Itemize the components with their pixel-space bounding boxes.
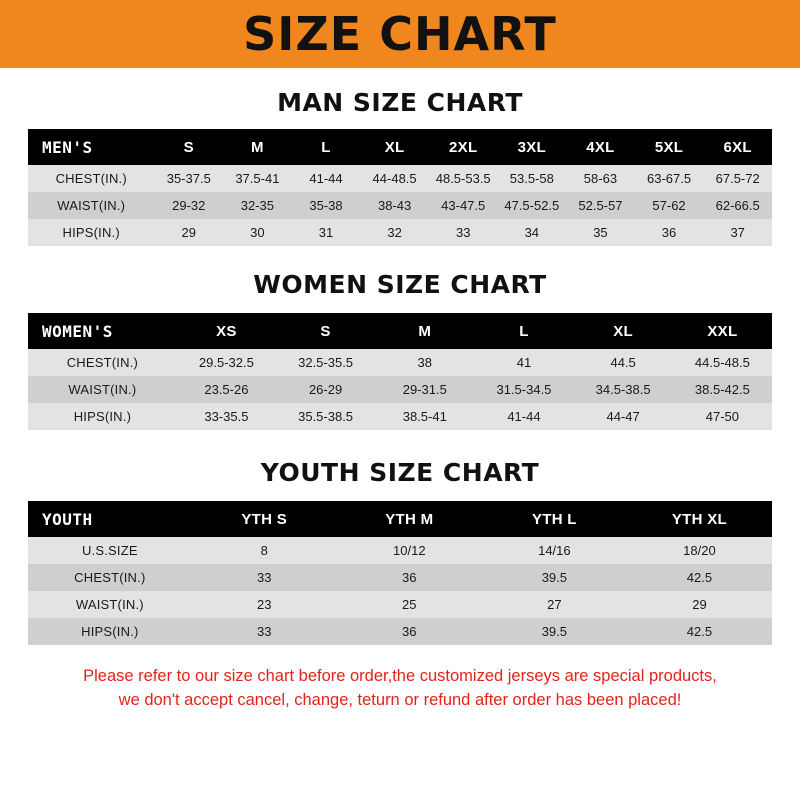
men-column-header: S (154, 129, 223, 165)
women-column-header: XL (574, 313, 673, 349)
women-table-body (28, 349, 772, 430)
youth-cell: 42.5 (686, 624, 713, 639)
men-table-head (28, 129, 772, 165)
men-cell: 35-37.5 (166, 171, 211, 186)
youth-cell: 29 (692, 597, 707, 612)
men-row-label-header: MEN'S (28, 129, 154, 165)
women-cell: 44-47 (606, 409, 640, 424)
men-header-row (28, 129, 772, 165)
women-cell: 47-50 (705, 409, 739, 424)
youth-cell: 18/20 (683, 543, 716, 558)
men-cell: 58-63 (583, 171, 618, 186)
youth-cell: 33 (256, 570, 272, 585)
men-cell: 44-48.5 (372, 171, 417, 186)
footnote-line-2: we don't accept cancel, change, teturn or refund after order has been placed! (118, 690, 682, 709)
men-cell: 29-32 (172, 198, 206, 213)
men-cell: 43-47.5 (441, 198, 486, 213)
women-cell: 26-29 (308, 382, 343, 397)
women-cell: 41-44 (507, 409, 541, 424)
women-column-header: L (474, 313, 573, 349)
women-cell: 32.5-35.5 (298, 355, 354, 370)
youth-cell: 39.5 (541, 570, 568, 585)
men-cell: 38-43 (377, 198, 412, 213)
men-cell: 47.5-52.5 (504, 198, 560, 213)
men-cell: 41-44 (309, 171, 343, 186)
men-cell: 62-66.5 (715, 198, 760, 213)
women-column-header: XS (177, 313, 276, 349)
table-row (28, 591, 772, 618)
youth-cell: 33 (256, 624, 272, 639)
table-row (28, 618, 772, 645)
women-section-title: WOMEN SIZE CHART (253, 270, 547, 299)
youth-cell: 10/12 (393, 543, 426, 558)
women-cell: 31.5-34.5 (496, 382, 552, 397)
table-row (28, 537, 772, 564)
men-cell: 30 (250, 225, 265, 240)
men-cell: 37 (730, 225, 745, 240)
men-row-label: CHEST(IN.) (55, 171, 127, 186)
table-row (28, 165, 772, 192)
men-cell: 53.5-58 (509, 171, 554, 186)
women-column-header: S (276, 313, 375, 349)
youth-cell: 25 (402, 597, 417, 612)
youth-row-label: CHEST(IN.) (74, 570, 146, 585)
women-column-header: XXL (673, 313, 772, 349)
youth-size-table (28, 501, 772, 645)
youth-column-header: YTH M (337, 501, 482, 537)
youth-cell: 39.5 (541, 624, 568, 639)
men-cell: 48.5-53.5 (435, 171, 491, 186)
women-row-label-header: WOMEN'S (28, 313, 177, 349)
table-row (28, 403, 772, 430)
men-cell: 32 (387, 225, 402, 240)
men-size-table (28, 129, 772, 246)
women-cell: 38.5-42.5 (694, 382, 750, 397)
youth-row-label: WAIST(IN.) (75, 597, 144, 612)
youth-row-label: U.S.SIZE (81, 543, 138, 558)
women-table-head (28, 313, 772, 349)
women-size-table (28, 313, 772, 430)
men-column-header: 4XL (566, 129, 635, 165)
content-area (0, 88, 800, 713)
youth-cell: 36 (402, 624, 417, 639)
youth-section-title: YOUTH SIZE CHART (260, 458, 540, 487)
men-column-header: XL (360, 129, 429, 165)
men-column-header: M (223, 129, 292, 165)
women-cell: 44.5 (610, 355, 636, 370)
women-column-header: M (375, 313, 474, 349)
table-row (28, 564, 772, 591)
men-cell: 52.5-57 (578, 198, 623, 213)
men-column-header: 6XL (703, 129, 772, 165)
youth-cell: 27 (547, 597, 562, 612)
youth-row-label-header: YOUTH (28, 501, 192, 537)
men-column-header: 3XL (498, 129, 567, 165)
men-row-label: WAIST(IN.) (57, 198, 126, 213)
women-cell: 38.5-41 (402, 409, 447, 424)
women-row-label: CHEST(IN.) (66, 355, 139, 370)
men-cell: 36 (661, 225, 677, 240)
youth-cell: 8 (260, 543, 268, 558)
women-cell: 44.5-48.5 (694, 355, 750, 370)
men-section-title: MAN SIZE CHART (277, 88, 523, 117)
women-cell: 41 (516, 355, 532, 370)
youth-table-head (28, 501, 772, 537)
footnote-line-1: Please refer to our size chart before order,the customized jerseys are special products, (83, 667, 717, 685)
women-cell: 33-35.5 (204, 409, 249, 424)
youth-header-row (28, 501, 772, 537)
women-row-label: WAIST(IN.) (68, 382, 137, 397)
men-cell: 35 (593, 225, 608, 240)
youth-cell: 23 (256, 597, 272, 612)
youth-row-label: HIPS(IN.) (81, 624, 139, 639)
men-column-header: 5XL (635, 129, 704, 165)
men-cell: 63-67.5 (646, 171, 692, 186)
men-column-header: L (292, 129, 361, 165)
women-cell: 29.5-32.5 (198, 355, 254, 370)
men-cell: 35-38 (309, 198, 343, 213)
men-cell: 57-62 (652, 198, 686, 213)
men-cell: 37.5-41 (235, 171, 280, 186)
women-cell: 23.5-26 (204, 382, 249, 397)
men-row-label: HIPS(IN.) (62, 225, 120, 240)
table-row (28, 349, 772, 376)
youth-cell: 36 (402, 570, 417, 585)
men-cell: 32-35 (240, 198, 274, 213)
women-cell: 38 (417, 355, 432, 370)
men-cell: 34 (524, 225, 540, 240)
footnote (28, 665, 772, 713)
youth-cell: 14/16 (538, 543, 571, 558)
women-header-row (28, 313, 772, 349)
youth-table-body (28, 537, 772, 645)
women-cell: 34.5-38.5 (595, 382, 651, 397)
men-cell: 33 (455, 225, 471, 240)
table-row (28, 192, 772, 219)
men-table-body (28, 165, 772, 246)
youth-column-header: YTH S (192, 501, 337, 537)
youth-column-header: YTH XL (627, 501, 772, 537)
men-cell: 31 (318, 225, 334, 240)
women-cell: 29-31.5 (402, 382, 447, 397)
men-cell: 67.5-72 (715, 171, 760, 186)
women-cell: 35.5-38.5 (298, 409, 354, 424)
women-row-label: HIPS(IN.) (73, 409, 132, 424)
header-band (0, 0, 800, 68)
youth-column-header: YTH L (482, 501, 627, 537)
youth-cell: 42.5 (686, 570, 713, 585)
table-row (28, 219, 772, 246)
men-cell: 29 (181, 225, 196, 240)
men-column-header: 2XL (429, 129, 498, 165)
table-row (28, 376, 772, 403)
page-title: SIZE CHART (243, 7, 557, 61)
